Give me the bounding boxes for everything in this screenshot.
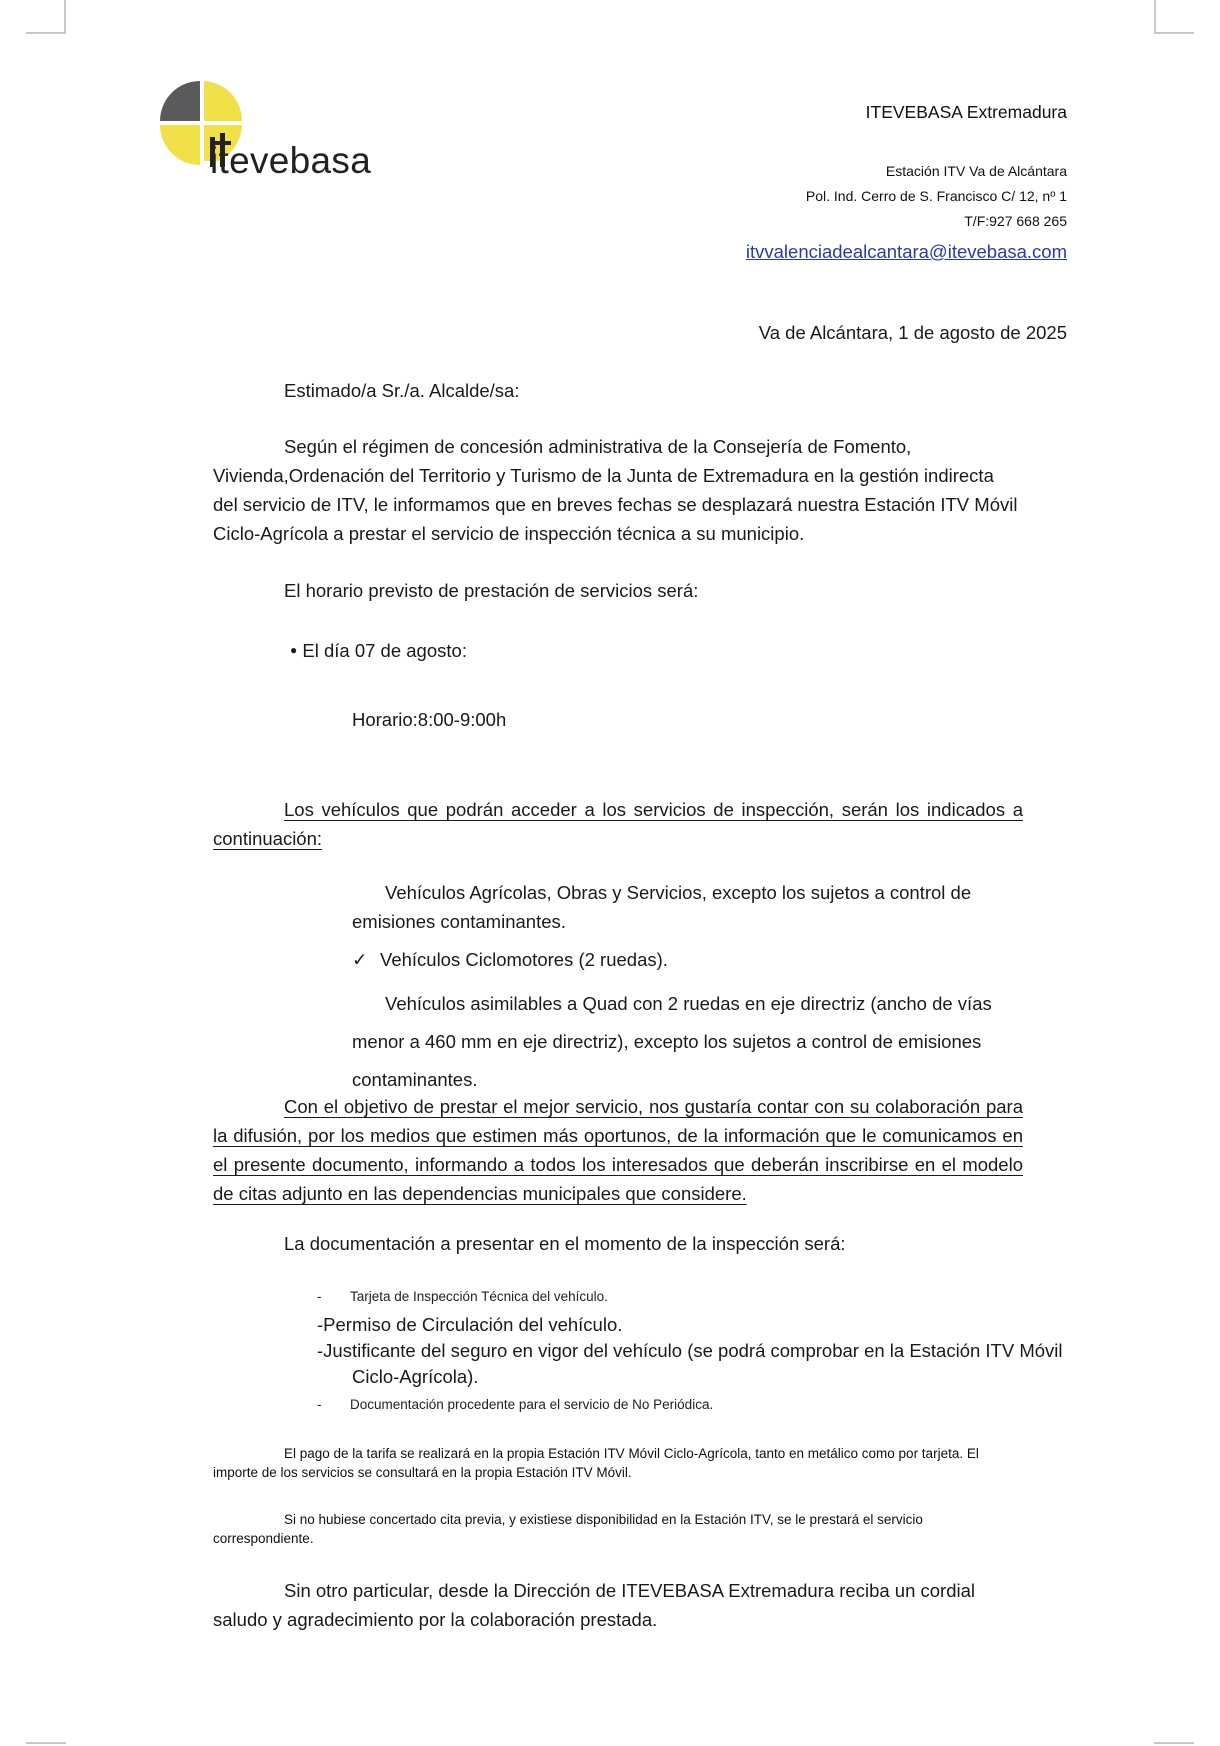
vehicle-item-3 (352, 985, 1032, 1099)
document-item-3: -Justificante del seguro en vigor del vehículo (se podrá comprobar en la Estación ITV Móvil (317, 1340, 1063, 1361)
closing-paragraph (213, 1576, 1023, 1634)
schedule-hours: Horario:8:00-9:00h (352, 709, 507, 730)
document-item-1 (317, 1289, 608, 1304)
document-item-1-text: Tarjeta de Inspección Técnica del vehículo. (350, 1289, 608, 1304)
collaboration-paragraph (213, 1092, 1023, 1208)
crop-mark-bottom-right (1154, 1742, 1194, 1744)
document-item-4-text: Documentación procedente para el servicio de No Periódica. (350, 1397, 714, 1412)
station-address: Pol. Ind. Cerro de S. Francisco C/ 12, nº 1 (805, 188, 1067, 204)
vehicle-item-1 (352, 878, 1032, 936)
vehicle-item-1-text: Vehículos Agrícolas, Obras y Servicios, excepto los sujetos a control de emisiones contaminantes. (352, 882, 972, 932)
dash-marker: - (317, 1289, 322, 1304)
vehicles-intro (213, 795, 1023, 853)
email-link[interactable]: itvvalenciadealcantara@itevebasa.com (745, 241, 1067, 262)
schedule-intro: El horario previsto de prestación de servicios será: (284, 580, 699, 601)
no-appointment-note (213, 1510, 1023, 1548)
documents-intro: La documentación a presentar en el momento de la inspección será: (284, 1233, 846, 1254)
vehicle-item-2 (352, 949, 668, 971)
crop-mark-top-right (1154, 0, 1156, 34)
greeting: Estimado/a Sr./a. Alcalde/sa: (284, 380, 520, 401)
vehicles-intro-text: Los vehículos que podrán acceder a los servicios de inspección, serán los indicados a continuación: (213, 799, 1023, 849)
vehicle-item-2-text: Vehículos Ciclomotores (2 ruedas). (380, 949, 668, 970)
payment-note-text: El pago de la tarifa se realizará en la propia Estación ITV Móvil Ciclo-Agrícola, tanto en metálico como por tarjeta. El importe de los servicios se consultará en la propia Estación ITV Móvil. (213, 1446, 979, 1480)
closing-text: Sin otro particular, desde la Dirección de ITEVEBASA Extremadura reciba un cordial saludo y agradecimiento por la colaboración prestada. (213, 1580, 976, 1630)
dash-marker: - (317, 1397, 322, 1412)
vehicle-item-3-text: Vehículos asimilables a Quad con 2 ruedas en eje directriz (ancho de vías menor a 460 mm en eje directriz), excepto los sujetos a control de emisiones contaminantes. (352, 993, 992, 1090)
company-name: ITEVEBASA Extremadura (865, 102, 1067, 122)
letter-date: Va de Alcántara, 1 de agosto de 2025 (758, 322, 1067, 343)
station-phone: T/F:927 668 265 (964, 213, 1067, 229)
schedule-day: El día 07 de agosto: (302, 640, 467, 661)
payment-note (213, 1444, 1023, 1482)
checkmark-icon: ✓ (352, 949, 368, 970)
logo-wordmark: itevebasa (210, 140, 372, 181)
no-appointment-note-text: Si no hubiese concertado cita previa, y existiese disponibilidad en la Estación ITV, se le prestará el servicio correspondiente. (213, 1512, 923, 1546)
document-item-4 (317, 1397, 713, 1412)
crop-mark-top-right (1154, 32, 1194, 34)
crop-mark-top-left (26, 32, 66, 34)
document-item-2: -Permiso de Circulación del vehículo. (317, 1314, 623, 1335)
collaboration-text: Con el objetivo de prestar el mejor servicio, nos gustaría contar con su colaboración para la difusión, por los medios que estimen más oportunos, de la información que le comunicamos en el presente documento, informando a todos los interesados que deberán inscribirse en el modelo de citas adjunto en las dependencias municipales que considere. (213, 1096, 1023, 1204)
schedule-bullet (290, 640, 467, 662)
intro-paragraph (213, 432, 1023, 548)
document-item-3-cont: Ciclo-Agrícola). (352, 1366, 479, 1387)
station-name: Estación ITV Va de Alcántara (885, 163, 1067, 179)
crop-mark-bottom-left (26, 1742, 66, 1744)
crop-mark-top-left (64, 0, 66, 34)
intro-text: Según el régimen de concesión administrativa de la Consejería de Fomento, Vivienda,Ordenación del Territorio y Turismo de la Junta de Extremadura en la gestión indirecta del servicio de ITV, le informamos que en breves fechas se desplazará nuestra Estación ITV Móvil Ciclo-Agrícola a prestar el servicio de inspección técnica a su municipio. (213, 436, 1018, 544)
bullet-dot-icon: ● (290, 643, 298, 657)
